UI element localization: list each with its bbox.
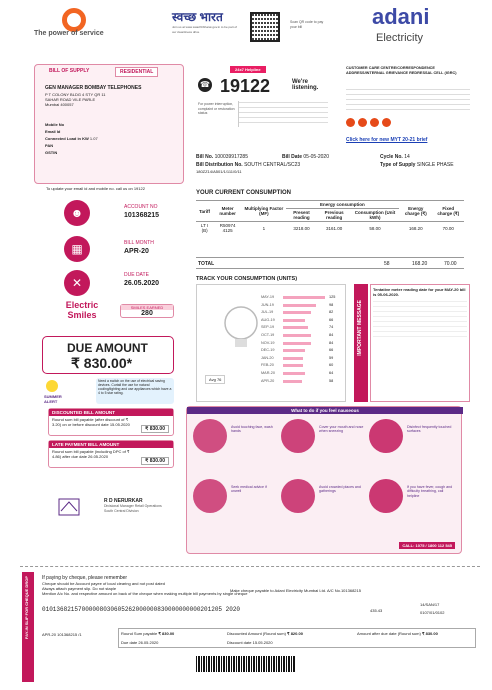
cell-consumption: 58.00 <box>369 225 381 231</box>
discounted-text: Round sum bill payable (after discount of ₹ 3.20) on or before discount date 15.05.2020 <box>52 417 130 427</box>
consumption-table <box>196 201 464 234</box>
tip-illustration-icon <box>369 479 403 513</box>
instruction-line: Mention A/c No. and respective amount on back of the cheque when making multiple bill payments by single cheque <box>42 591 248 596</box>
swachh-bharat-logo <box>172 8 242 34</box>
tips-panel <box>186 406 462 554</box>
bar-value-label: 84 <box>329 340 334 345</box>
bill-info <box>196 154 476 180</box>
cut-line <box>20 566 480 567</box>
bar-month-label: MAR-20 <box>261 371 275 375</box>
manager-region: South Central Division <box>104 508 139 513</box>
bill-of-supply-box <box>34 64 184 184</box>
bar-value-label: 58 <box>329 378 334 383</box>
stub-label: PAY-IN SLIP FOR CHEQUE DROP <box>24 576 29 640</box>
bar-value-label: 84 <box>329 333 334 337</box>
account-no: 101368215 <box>124 212 160 219</box>
tip-text: Avoid touching face, wash hands <box>231 425 273 434</box>
bill-no: 100039917285 <box>214 154 248 160</box>
consumption-bars <box>261 295 345 391</box>
supply-label: Type of Supply <box>380 162 416 168</box>
disc-date: 15.05.2020 <box>252 640 273 645</box>
cell-mf: 1 <box>262 225 266 231</box>
power-of-service-logo <box>34 8 114 40</box>
bar-month-label: APR-20 <box>261 378 275 383</box>
account-label: ACCOUNT NO <box>124 204 158 210</box>
tip-illustration-icon <box>193 419 227 453</box>
discounted-title: DISCOUNTED BILL AMOUNT <box>49 409 173 416</box>
tip-illustration-icon <box>281 419 315 453</box>
load-label: Connected Load in KW <box>45 136 89 141</box>
helpline-box <box>196 66 338 132</box>
stub-side-band <box>22 572 34 682</box>
summer-text: Need a switch on the use of electrical saving devices. Curtail the use for natural cooling/lighting and use appliances which have a 4 to 5 star rating. <box>96 378 174 404</box>
avg-value: 76 <box>216 377 222 382</box>
apr-line: APR-20 101368215 /1 <box>42 632 82 637</box>
consumption-bar <box>283 380 302 383</box>
cell-energy-charge: 168.20 <box>408 225 423 231</box>
consumption-bar <box>283 334 311 337</box>
twitter-icon[interactable] <box>358 118 367 127</box>
after-due: ₹ 830.00 <box>421 631 438 636</box>
tip-text: Cover your mouth and nose when sneezing <box>319 425 364 434</box>
address-line: P T COLONY BLDG 4 STY QR 11 <box>45 92 106 97</box>
instruction-line: If paying by cheque, please remember <box>42 575 128 581</box>
avg-box <box>205 375 225 384</box>
roundsum-label: Round Sum payable <box>121 631 158 636</box>
signature-stamp <box>56 496 82 518</box>
scan-caption: Scan QR code to pay your bill <box>290 20 324 29</box>
tip-text: If you have fever, cough and difficulty breathing, call helpline <box>407 485 453 498</box>
ref1: 14/SAN/17 <box>420 602 440 607</box>
mobile-label: Mobile No <box>45 122 65 127</box>
consumption-bar <box>283 364 303 367</box>
bill-no-label: Bill No. <box>196 154 214 160</box>
bar-value-label: 74 <box>329 325 334 330</box>
bar-month-label: AUG-19 <box>261 317 275 322</box>
consumer-address <box>45 92 105 107</box>
month-label: BILL MONTH <box>124 240 154 246</box>
tips-title: What to do if you feel nauseous <box>187 407 463 414</box>
consumption-bar <box>283 326 308 329</box>
bar-month-label: NOV-19 <box>261 340 275 345</box>
total-fixed: 70.00 <box>444 261 457 267</box>
bar-month-label: MAY-19 <box>261 295 275 299</box>
due-amount-box <box>42 336 174 374</box>
customer-care-box <box>346 66 472 146</box>
update-note: To update your email id and mobile no. call us on 19122 <box>46 186 145 191</box>
bar-value-label: 98 <box>329 302 334 307</box>
dist-label: Bill Distribution No. <box>196 162 243 168</box>
facebook-icon[interactable] <box>346 118 355 127</box>
helpline-text: We're listening. <box>292 79 319 91</box>
total-energy: 168.20 <box>412 261 428 267</box>
consumption-bar <box>283 311 311 314</box>
due-label: DUE DATE <box>124 272 149 278</box>
due-amount-label: DUE AMOUNT <box>67 341 148 355</box>
col-mf: Multiplying Factor (MF) <box>244 206 284 216</box>
col-consumption: Consumption (Unit kWh) <box>354 210 396 220</box>
message-lines <box>373 301 467 341</box>
bar-month-label: DEC-19 <box>261 348 275 353</box>
manager-title: Divisional Manager Retail Operations <box>104 504 162 508</box>
customer-care-title: CUSTOMER CARE CENTRE/CORRESPONDENCE ADDRESS/INTERNAL GRIEVANCE REDRESSAL CELL (IGRC) <box>346 66 457 75</box>
due-date-stub: 26.05.2020 <box>138 640 159 645</box>
instruction-line: Always attach payment slip. Do not staple <box>42 586 117 591</box>
disc-date-label: Discount date <box>227 640 252 645</box>
cell-fixed-charge: 70.00 <box>442 225 454 231</box>
electric-smiles-logo: Electric Smiles <box>65 300 99 320</box>
late-amount: ₹ 830.00 <box>141 457 169 465</box>
disc: ₹ 820.00 <box>287 631 303 636</box>
helpline-details <box>238 101 328 127</box>
due-date: 26.05.2020 <box>124 280 160 287</box>
gstin-label: GSTIN <box>45 150 58 155</box>
important-tab <box>354 284 368 402</box>
youtube-icon[interactable] <box>370 118 379 127</box>
pan-label: PAN <box>45 143 54 148</box>
cell-previous: 3161.00 <box>326 225 343 231</box>
consumption-bar <box>283 357 303 360</box>
col-fixed-charge: Fixed charge (₹) <box>437 205 460 216</box>
swachh-text: स्वच्छ भारत <box>172 10 223 24</box>
linkedin-icon[interactable] <box>382 118 391 127</box>
address-line: SAHAR ROAD VILE PARLE <box>45 97 96 102</box>
tip-illustration-icon <box>369 419 403 453</box>
bar-value-label: 125 <box>329 295 336 299</box>
adani-sub: Electricity <box>376 32 424 44</box>
col-meter: Meter number <box>219 206 236 216</box>
sun-icon <box>46 380 58 392</box>
consumption-bar <box>283 349 305 352</box>
due-amount: ₹ 830.00* <box>71 355 133 371</box>
smiles-label: SMILES EARNED <box>121 305 173 310</box>
discounted-box <box>48 408 174 436</box>
tagline: The power of service <box>34 30 104 37</box>
load-value: 1.07 <box>89 136 98 141</box>
roundsum: ₹ 830.00 <box>158 631 175 636</box>
payment-instructions <box>42 576 322 596</box>
important-message <box>370 284 470 402</box>
consumption-title: YOUR CURRENT CONSUMPTION <box>196 190 292 196</box>
summer-title: SUMMER ALERT <box>44 394 62 404</box>
social-icons <box>346 118 391 127</box>
qr-code-icon[interactable] <box>250 12 280 42</box>
bill-of-supply-label: BILL OF SUPPLY <box>49 68 90 74</box>
table-row <box>196 222 464 235</box>
dist: SOUTH CENTRAL/SC23 <box>244 162 301 168</box>
barcode-icon <box>196 656 296 672</box>
adani-logo: adani <box>372 4 430 29</box>
helpline-badge: 24x7 Helpline <box>230 66 266 73</box>
cycle: 14 <box>404 154 410 160</box>
bar-month-label: JAN-20 <box>261 355 274 360</box>
consumption-bar <box>283 304 316 307</box>
bar-month-label: FEB-20 <box>261 363 274 368</box>
message-text: Tentative meter reading date for your MAY-20 bill is 05-06-2020. <box>373 287 466 297</box>
tip-text: Disinfect frequently touched surfaces <box>407 425 452 434</box>
phone-icon: ☎ <box>198 78 212 92</box>
summer-alert <box>44 378 174 404</box>
dist2: 180ZZ14/A501/1/111/0/11 <box>196 169 242 174</box>
bill-month: APR-20 <box>124 248 149 255</box>
bar-value-label: 66 <box>329 317 334 322</box>
due-date-label: Due date <box>121 640 138 645</box>
cell-meter: R50974 4125 <box>219 223 236 233</box>
cell-tariff: LT I (B) <box>200 223 209 233</box>
bar-value-label: 60 <box>329 363 334 368</box>
category-badge: RESIDENTIAL <box>115 67 158 77</box>
track-chart-box <box>196 284 346 402</box>
bar-month-label: JUL-19 <box>261 310 274 315</box>
consumer-name: GEN MANAGER BOMBAY TELEPHONES <box>45 85 142 91</box>
helpline-number[interactable]: 19122 <box>220 76 271 96</box>
smiles-earned: 280 <box>141 310 153 317</box>
bar-month-label: OCT-19 <box>261 333 275 337</box>
after-due-label: Amount after due date (Round sum) <box>357 631 421 636</box>
col-tariff: Tariff <box>199 208 211 214</box>
tips-grid <box>193 419 457 539</box>
col-energy-charge: Energy charge (₹) <box>404 205 427 216</box>
important-label: IMPORTANT MESSAGE <box>357 300 363 356</box>
late-box <box>48 440 174 468</box>
consumption-bar <box>283 372 305 375</box>
myt-brief-link[interactable]: Click here for new MYT 20-21 brief <box>346 137 428 143</box>
consumption-bar <box>283 342 311 345</box>
cycle-label: Cycle No. <box>380 154 403 160</box>
smiles-earned-box <box>120 304 174 318</box>
track-title: TRACK YOUR CONSUMPTION (UNITS) <box>196 276 298 282</box>
bar-month-label: JUN-19 <box>261 302 274 307</box>
supply: SINGLE PHASE <box>416 162 454 168</box>
ref2: 0107/01/0102 <box>420 610 445 615</box>
disc-label: Discounted Amount (Round sum) <box>227 631 286 636</box>
consumption-bar <box>283 296 325 299</box>
bulb-icon <box>221 303 261 353</box>
total-row <box>196 257 464 269</box>
address-line: Mumbai 400057 <box>45 102 74 107</box>
cell-present: 3218.00 <box>293 225 310 231</box>
ref3: 435.43 <box>370 608 383 613</box>
helpline-sub: For power interruption, complaint or restoration status <box>198 102 235 115</box>
bar-value-label: 66 <box>329 348 334 353</box>
total-label: TOTAL <box>198 261 215 267</box>
bar-value-label: 64 <box>329 371 334 375</box>
consumption-bar <box>283 319 305 322</box>
col-energy-group: Energy consumption <box>286 201 399 209</box>
tip-text: Seek medical advice if unwell <box>231 485 267 494</box>
tip-text: Avoid crowded places and gatherings <box>319 485 361 494</box>
consumer-fields <box>45 121 98 156</box>
manager-name: R D NERURKAR <box>104 498 143 504</box>
customer-care-lines <box>346 88 470 114</box>
email-label: Email Id <box>45 129 61 134</box>
late-text: Round sum bill payable (including DPC of ₹ 4.86) after due date 26.05.2020 <box>52 449 130 459</box>
code-line: 01013682157000008030605262000000830000000000201205 2020 <box>42 606 241 613</box>
bar-value-label: 82 <box>329 310 334 315</box>
late-title: LATE PAYMENT BILL AMOUNT <box>49 441 173 448</box>
tip-illustration-icon <box>281 479 315 513</box>
bar-value-label: 59 <box>329 355 334 360</box>
discounted-amount: ₹ 830.00 <box>141 425 169 433</box>
payment-table <box>118 628 476 648</box>
bill-date-label: Bill Date <box>282 154 303 160</box>
avg-label: Avg <box>209 377 216 382</box>
col-previous: Previous reading <box>324 210 344 220</box>
bill-date: 05-05-2020 <box>303 154 329 160</box>
manager-block <box>104 498 162 513</box>
person-icon: ☻ <box>64 200 90 226</box>
col-present: Present reading <box>293 210 310 220</box>
bar-month-label: SEP-19 <box>261 325 275 330</box>
swachh-sub: Join us at www.swachhbharat.gov.in to be part of our cleanliness drive <box>172 25 237 34</box>
total-units: 58 <box>384 261 390 267</box>
calendar-icon: ▦ <box>64 236 90 262</box>
instruction-line: Cheque should be Account payee of local clearing and not post dated <box>42 581 165 586</box>
tips-helpline: CALL: 1075 / 1800 112 545 <box>399 542 455 549</box>
tip-illustration-icon <box>193 479 227 513</box>
due-calendar-icon: ✕ <box>64 270 90 296</box>
payee-line: Make cheque payable to Adani Electricity Mumbai Ltd. A/C No.101368215 <box>230 588 361 593</box>
